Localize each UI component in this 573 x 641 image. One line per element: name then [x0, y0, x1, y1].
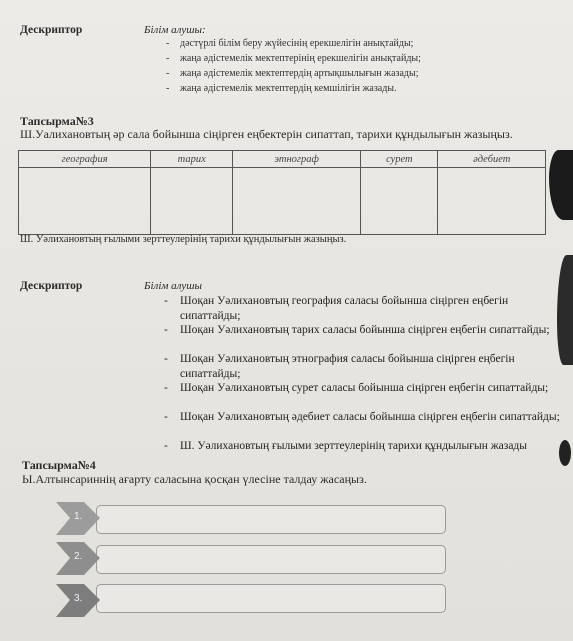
learner-heading: Білім алушы	[144, 280, 202, 292]
step-chevron-3	[56, 584, 104, 617]
table-cell[interactable]	[361, 168, 438, 235]
task3-table	[18, 150, 546, 235]
descriptor-item: - Шоқан Уәлихановтың этнография саласы бойынша сіңірген еңбегін сипаттайды;	[160, 352, 570, 381]
descriptor-item: - Шоқан Уәлихановтың әдебиет саласы бойынша сіңірген еңбегін сипаттайды;	[160, 410, 570, 439]
descriptor-item: - Ш. Уәлихановтың ғылыми зерттеулерінің тарихи құндылығын жазады	[160, 439, 570, 454]
learner-heading: Білім алушы:	[144, 24, 206, 36]
table-header-ethnography: этнограф	[233, 151, 361, 168]
table-header-art: сурет	[361, 151, 438, 168]
task3-title: Тапсырма№3	[20, 114, 94, 128]
descriptor-item: - жаңа әдістемелік мектептердің кемшілігін жазады.	[166, 81, 526, 96]
table-cell[interactable]	[438, 168, 546, 235]
answer-box-2[interactable]	[96, 545, 446, 574]
descriptor-item: - Шоқан Уәлихановтың сурет саласы бойынша сіңірген еңбегін сипаттайды;	[160, 381, 570, 410]
task3-text: Ш.Уалихановтың әр сала бойынша сіңірген еңбектерін сипаттап, тарихи құндылығын жазыңыз.	[20, 127, 513, 141]
descriptor-list	[166, 36, 526, 96]
step-number: 1.	[74, 511, 83, 522]
descriptor-label: Дескриптор	[20, 24, 83, 36]
torn-paper-edge	[549, 150, 573, 220]
table-cell[interactable]	[19, 168, 151, 235]
table-cell[interactable]	[233, 168, 361, 235]
step-number: 3.	[74, 593, 83, 604]
descriptor-item: - жаңа әдістемелік мектептердің артықшылығын жазады;	[166, 66, 526, 81]
step-number: 2.	[74, 551, 83, 562]
answer-box-3[interactable]	[96, 584, 446, 613]
task4-title: Тапсырма№4	[22, 458, 96, 472]
table-header-literature: әдебиет	[438, 151, 546, 168]
table-header-history: тарих	[151, 151, 233, 168]
task4-text: Ы.Алтынсариннің ағарту саласына қосқан үлесіне талдау жасаңыз.	[22, 472, 367, 486]
answer-box-1[interactable]	[96, 505, 446, 534]
descriptor-item: - жаңа әдістемелік мектептерінің ерекшелігін анықтайды;	[166, 51, 526, 66]
descriptor-item: - Шоқан Уәлихановтың география саласы бойынша сіңірген еңбегін сипаттайды;	[160, 294, 570, 323]
table-cell[interactable]	[151, 168, 233, 235]
descriptor-label: Дескриптор	[20, 280, 83, 292]
descriptor-list	[160, 294, 570, 454]
table-header-geography: география	[19, 151, 151, 168]
step-chevron-1	[56, 502, 104, 535]
step-chevron-2	[56, 542, 104, 575]
descriptor-item: - дәстүрлі білім беру жүйесінің ерекшелігін анықтайды;	[166, 36, 526, 51]
descriptor-item: - Шоқан Уәлихановтың тарих саласы бойынша сіңірген еңбегін сипаттайды;	[160, 323, 570, 352]
task3-footer: Ш. Уәлихановтың ғылыми зерттеулерінің тарихи құндылығын жазыңыз.	[20, 234, 347, 245]
